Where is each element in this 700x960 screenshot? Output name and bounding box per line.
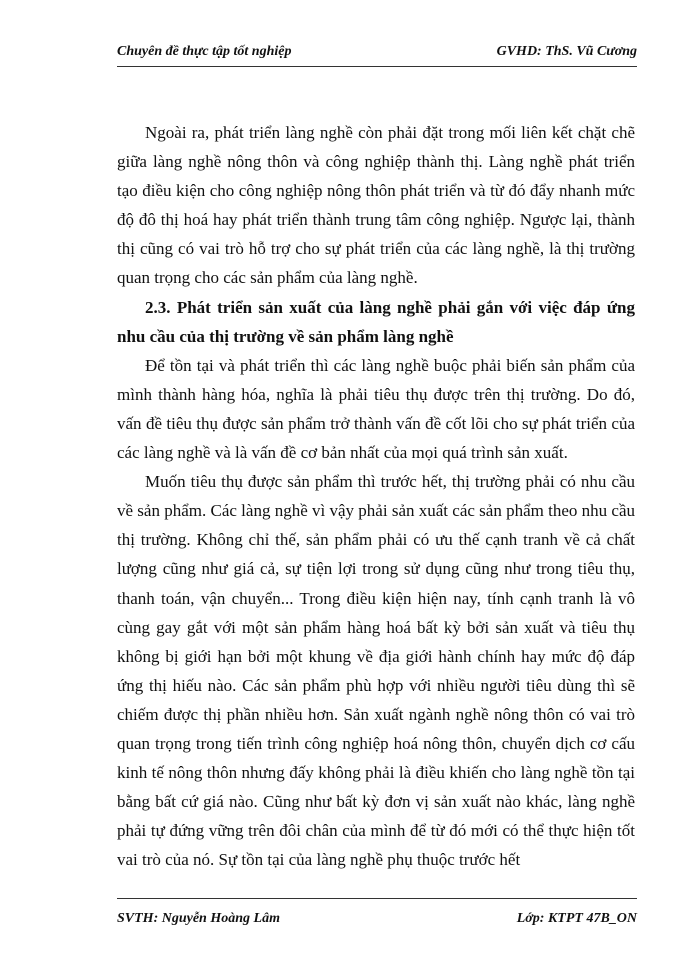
section-heading: 2.3. Phát triển sản xuất của làng nghề phải gắn với việc đáp ứng nhu cầu của thị trường về sản phẩm làng nghề <box>117 297 635 346</box>
page-header <box>117 44 637 67</box>
page-body <box>117 118 635 874</box>
page-footer <box>117 898 637 933</box>
header-advisor: GVHD: ThS. Vũ Cương <box>496 44 637 59</box>
paragraph-3: Muốn tiêu thụ được sản phẩm thì trước hết, thị trường phải có nhu cầu về sản phẩm. Các làng nghề vì vậy phải sản xuất các sản phẩm theo nhu cầu thị trường. Không chỉ thế, sản phẩm phải có ưu thế cạnh tranh về cả chất lượng cũng như giá cả, sự tiện lợi trong sử dụng cũng như trong tiêu thụ, thanh toán, vận chuyển... Trong điều kiện hiện nay, tính cạnh tranh là vô cùng gay gắt với một sản phẩm hàng hoá bất kỳ bởi sản xuất và tiêu thụ không bị giới hạn bởi một khung về địa giới hành chính hay mức độ đáp ứng thị hiếu nào. Các sản phẩm phù hợp với nhiều người tiêu dùng thì sẽ chiếm được thị phần nhiều hơn. Sản xuất ngành nghề nông thôn có vai trò quan trọng trong tiến trình công nghiệp hoá nông thôn, chuyển dịch cơ cấu kinh tế nông thôn nhưng đấy không phải là điều khiến cho làng nghề tồn tại bằng bất cứ giá nào. Cũng như bất kỳ đơn vị sản xuất nào khác, làng nghề phải tự đứng vững trên đôi chân của mình để từ đó mới có thể thực hiện tốt vai trò của nó. Sự tồn tại của làng nghề phụ thuộc trước hết <box>117 472 635 870</box>
paragraph-2: Để tồn tại và phát triển thì các làng nghề buộc phải biến sản phẩm của mình thành hàng hóa, nghĩa là phải tiêu thụ được trên thị trường. Do đó, vấn đề tiêu thụ được sản phẩm trở thành vấn đề cốt lõi cho sự phát triển của các làng nghề và là vấn đề cơ bản nhất của mọi quá trình sản xuất. <box>117 355 635 463</box>
footer-class: Lớp: KTPT 47B_ON <box>516 911 637 926</box>
header-document-title: Chuyên đề thực tập tốt nghiệp <box>117 44 292 59</box>
footer-student: SVTH: Nguyễn Hoàng Lâm <box>117 911 280 926</box>
paragraph-1: Ngoài ra, phát triển làng nghề còn phải đặt trong mối liên kết chặt chẽ giữa làng nghề nông thôn và công nghiệp thành thị. Làng nghề phát triển tạo điều kiện cho công nghiệp nông thôn phát triển và từ đó đẩy nhanh mức độ đô thị hoá hay phát triển thành trung tâm công nghiệp. Ngược lại, thành thị cũng có vai trò hỗ trợ cho sự phát triển của các làng nghề, là thị trường quan trọng cho các sản phẩm của làng nghề. <box>117 123 635 288</box>
